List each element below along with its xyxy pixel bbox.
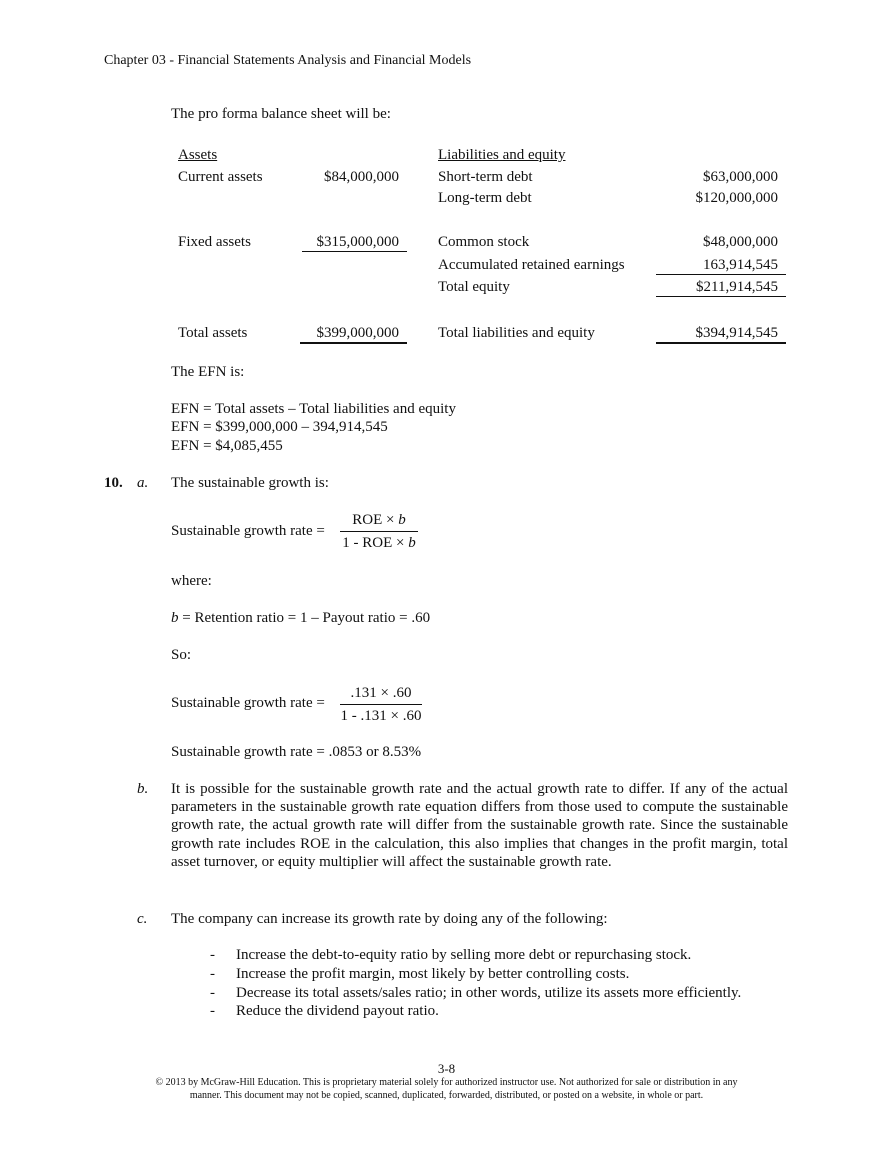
total-assets-underline [300, 342, 407, 344]
copyright-line-1: © 2013 by McGraw-Hill Education. This is proprietary material solely for authorized instructor use. Not authorized for sale or distribution in any [155, 1077, 738, 1088]
sgr-calc-numerator: .131 × .60 [350, 685, 412, 701]
list-item: Decrease its total assets/sales ratio; in other words, utilize its assets more efficiently. [236, 985, 742, 1001]
sgr-calc-denominator: 1 - .131 × .60 [340, 708, 422, 724]
fixed-assets-label: Fixed assets [178, 234, 251, 250]
total-equity-underline [656, 296, 786, 297]
retention-ratio-def: b = Retention ratio = 1 – Payout ratio = .60 [171, 610, 431, 626]
assets-heading: Assets [178, 147, 218, 163]
current-assets-label: Current assets [178, 169, 263, 185]
total-liab-equity-underline [656, 342, 786, 344]
short-term-debt-label: Short-term debt [438, 169, 533, 185]
sgr-formula-numerator: ROE × b [352, 512, 406, 528]
bullet-marker: - [210, 966, 215, 982]
bullet-marker: - [210, 947, 215, 963]
short-term-debt-value: $63,000,000 [703, 169, 778, 185]
where-label: where: [171, 573, 212, 589]
sgr-calc-fraction-bar [340, 704, 422, 705]
efn-line-2: EFN = $399,000,000 – 394,914,545 [171, 419, 388, 435]
current-assets-value: $84,000,000 [324, 169, 399, 185]
so-label: So: [171, 647, 192, 663]
page-number: 3-8 [437, 1061, 456, 1076]
long-term-debt-label: Long-term debt [438, 190, 532, 206]
intro-text: The pro forma balance sheet will be: [171, 106, 391, 122]
fixed-assets-underline [302, 251, 407, 252]
sgr-formula-denominator: 1 - ROE × b [342, 535, 416, 551]
bullet-marker: - [210, 985, 215, 1001]
common-stock-label: Common stock [438, 234, 530, 250]
question-number: 10. [104, 475, 123, 491]
total-equity-value: $211,914,545 [696, 279, 778, 295]
list-item: Increase the debt-to-equity ratio by selling more debt or repurchasing stock. [236, 947, 692, 963]
list-item: Increase the profit margin, most likely by better controlling costs. [236, 966, 630, 982]
part-b-marker: b. [137, 781, 149, 797]
sgr-calc-label: Sustainable growth rate = [171, 695, 325, 711]
chapter-header: Chapter 03 - Financial Statements Analysis and Financial Models [104, 53, 472, 68]
long-term-debt-value: $120,000,000 [695, 190, 778, 206]
bullet-marker: - [210, 1003, 215, 1019]
liabilities-heading: Liabilities and equity [438, 147, 566, 163]
part-a-intro: The sustainable growth is: [171, 475, 329, 491]
sgr-formula-fraction-bar [340, 531, 418, 532]
part-c-intro: The company can increase its growth rate by doing any of the following: [171, 911, 608, 927]
total-liab-equity-value: $394,914,545 [695, 325, 778, 341]
sgr-result: Sustainable growth rate = .0853 or 8.53% [171, 744, 422, 760]
retained-earnings-underline [656, 274, 786, 275]
part-c-marker: c. [137, 911, 148, 927]
total-equity-label: Total equity [438, 279, 510, 295]
efn-line-3: EFN = $4,085,455 [171, 438, 283, 454]
common-stock-value: $48,000,000 [703, 234, 778, 250]
total-assets-label: Total assets [178, 325, 248, 341]
fixed-assets-value: $315,000,000 [316, 234, 399, 250]
part-b-paragraph: It is possible for the sustainable growth rate and the actual growth rate to differ. If any of the actual parameters in the sustainable growth rate equation differs from those used to compute the sustainable growth rate, the actual growth rate will differ from the sustainable growth rate. Since the sustainable growth rate includes ROE in the calculation, this also implies that changes in the profit margin, total asset turnover, or equity multiplier will affect the sustainable growth rate. [171, 781, 788, 870]
sgr-formula-label: Sustainable growth rate = [171, 523, 325, 539]
efn-line-1: EFN = Total assets – Total liabilities and equity [171, 401, 456, 417]
copyright-line-2: manner. This document may not be copied, scanned, duplicated, forwarded, distributed, or posted on a website, in whole or part. [189, 1090, 704, 1101]
part-a-marker: a. [137, 475, 149, 491]
total-assets-value: $399,000,000 [316, 325, 399, 341]
retained-earnings-label: Accumulated retained earnings [438, 257, 625, 273]
efn-heading: The EFN is: [171, 364, 245, 380]
retained-earnings-value: 163,914,545 [703, 257, 778, 273]
list-item: Reduce the dividend payout ratio. [236, 1003, 439, 1019]
total-liab-equity-label: Total liabilities and equity [438, 325, 595, 341]
